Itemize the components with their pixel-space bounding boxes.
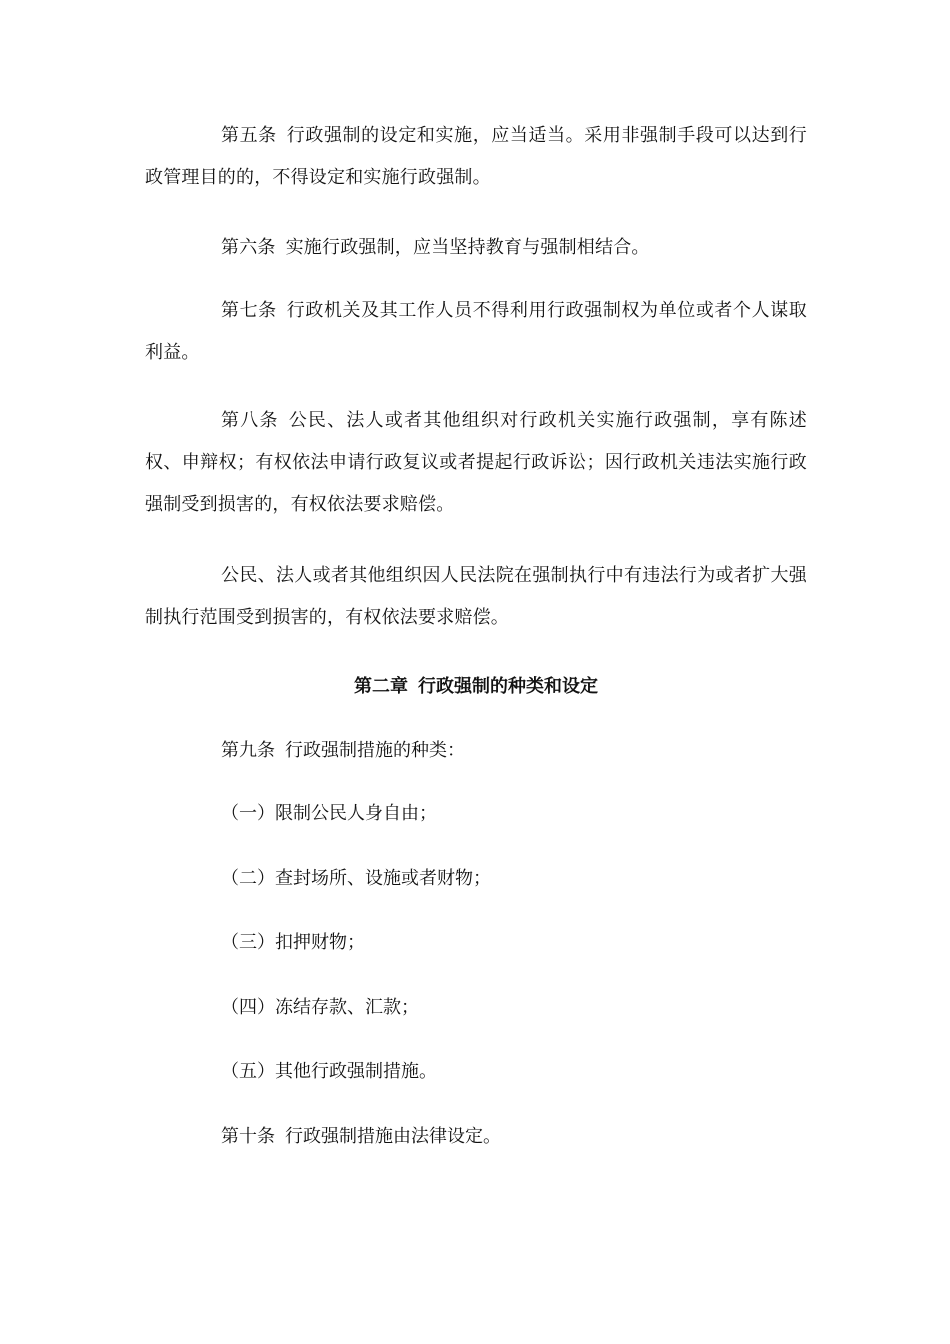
article-text: 公民、法人或者其他组织因人民法院在强制执行中有违法行为或者扩大强制执行范围受到损害的，有权依法要求赔偿。 xyxy=(145,565,807,628)
article-number: 第五条 xyxy=(221,125,277,146)
article-number: 第九条 xyxy=(221,740,275,761)
article-number: 第七条 xyxy=(221,300,277,321)
article-8 xyxy=(145,400,807,526)
chapter-title: 行政强制的种类和设定 xyxy=(418,676,598,697)
article-number: 第十条 xyxy=(221,1126,275,1147)
article-text: 行政强制的设定和实施，应当适当。采用非强制手段可以达到行政管理目的的，不得设定和实施行政强制。 xyxy=(145,125,807,188)
article-text: 行政强制措施的种类： xyxy=(285,740,465,761)
article-10 xyxy=(221,1125,501,1149)
article-7 xyxy=(145,290,807,374)
article-text: 行政强制措施由法律设定。 xyxy=(285,1126,501,1147)
article-6 xyxy=(145,227,807,269)
list-item: （五）其他行政强制措施。 xyxy=(221,1061,437,1082)
list-item: （四）冻结存款、汇款； xyxy=(221,997,419,1018)
list-item: （二）查封场所、设施或者财物； xyxy=(221,868,491,889)
article-5 xyxy=(145,115,807,199)
list-item: （三）扣押财物； xyxy=(221,932,365,953)
article-8-paragraph-2 xyxy=(145,555,807,639)
chapter-heading xyxy=(145,675,807,699)
article-text: 行政机关及其工作人员不得利用行政强制权为单位或者个人谋取利益。 xyxy=(145,300,807,363)
article-number: 第八条 xyxy=(221,410,279,431)
article-text: 公民、法人或者其他组织对行政机关实施行政强制，享有陈述权、申辩权；有权依法申请行政复议或者提起行政诉讼；因行政机关违法实施行政强制受到损害的，有权依法要求赔偿。 xyxy=(145,410,807,515)
list-item: （一）限制公民人身自由； xyxy=(221,803,437,824)
article-number: 第六条 xyxy=(221,237,276,258)
article-text: 实施行政强制，应当坚持教育与强制相结合。 xyxy=(285,237,650,258)
chapter-number: 第二章 xyxy=(354,676,408,697)
article-9 xyxy=(221,739,465,763)
